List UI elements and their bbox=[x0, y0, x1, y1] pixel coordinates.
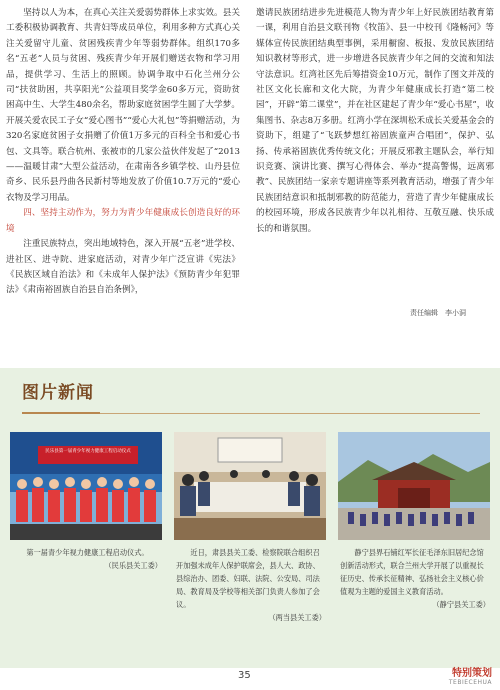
page-number: 35 bbox=[238, 670, 251, 681]
photo-memorial-hall bbox=[338, 432, 490, 540]
caption-text: 近日，肃县县关工委、检察院联合组织召开加强未成年人保护联席会，县人大、政协、县综治办、团委、妇联、法院、公安局、司法局、教育局及学校等相关部门负责人参加了会议。 bbox=[176, 548, 320, 609]
caption-source: （静宁县关工委） bbox=[432, 600, 490, 609]
photo-caption bbox=[176, 546, 326, 624]
caption-source: （民乐县关工委） bbox=[104, 561, 162, 570]
title-underline bbox=[22, 412, 100, 414]
photo-caption bbox=[12, 546, 162, 572]
caption-text: 第一届青少年视力健康工程启动仪式。 bbox=[26, 548, 149, 557]
paragraph: 注重民族特点，突出地域特色，深入开展“五老”进学校、进社区、进寺院、进家庭活动，对青少年广泛宣讲《宪法》《民族区域自治法》和《未成年人保护法》《预防青少年犯罪法》《肃南裕固族自治县自治条例》， bbox=[6, 239, 240, 296]
column-brand bbox=[449, 664, 492, 686]
brand-title: 特别策划 bbox=[452, 668, 492, 679]
caption-text: 静宁县界石铺红军长征毛泽东旧居纪念馆创新活动形式，联合兰州大学开展了以重视长征历史、传承长征精神、弘扬社会主义核心价值观为主题的爱国主义教育活动。 bbox=[340, 548, 484, 596]
caption-source: （两当县关工委） bbox=[268, 613, 326, 622]
section-title: 图片新闻 bbox=[22, 383, 94, 403]
photo-joint-meeting bbox=[174, 432, 326, 540]
section-subhead: 四、坚持主动作为，努力为青少年健康成长创造良好的环境 bbox=[6, 208, 240, 234]
article-right-column bbox=[256, 6, 494, 237]
photo-caption bbox=[340, 546, 490, 611]
article-left-column bbox=[6, 6, 240, 299]
editor-credit: 责任编辑 李小洞 bbox=[410, 309, 466, 317]
paragraph: 坚持以人为本，在真心关注关爱弱势群体上求实效。县关工委积极协调教育、共青妇等成员单位，利用多种方式真心关注关爱留守儿童、贫困残疾青少年等弱势群体。组织170多名“五老”人员与贫困、残疾青少年开展们赠送衣物和学习用品，提供学习、生活上的照顾。协调争取中石化兰州分公司“扶贫助困，共享阳光”公益项目奖学金60多万元，资助贫困高中生、大学生480余名，帮助家庭贫困学生圆了大学梦。开展关爱农民工子女“爱心图书”“爱心大礼包”等捐赠活动，为320名家庭贫困子女捐赠了价值1万多元的百科全书和爱心书包、文具等。联合杭州、张被市的几家公益伙伴发起了“2013——温暖甘肃”大型公益活动，在肃南各乡镇学校、山丹县位奇乡、民乐县丹曲各民新村等地发放了价值10.7万元的“爱心衣物及学习用品。 bbox=[6, 8, 240, 203]
paragraph: 邀请民族团结进步先进模范人物为青少年上好民族团结教育第一课，利用自治县文联刊物《牧笛》、县一中校刊《隆畅河》等媒体宣传民族团结典型事例，采用橱窗、板报、发放民族团结知识教材等形式，进一步增进各民族青少年之间的交流和知法守法意识。红湾社区先后筹措资金10万元，制作了图文并茂的社区文化长廊和文化大院，为青少年健康成长打造“第二校园”，开辟“第二课堂”，并在社区建起了青少年“爱心书屋”，收集图书、杂志8万多册。红湾小学在深圳松禾成长关爱基金会的资助下，组建了“飞跃梦想红裕固族童声合唱团”，保护、弘扬、传承裕固族优秀传统文化；开展反邪教主题队会，举行知识竞赛、演讲比赛、撰写心得体会、举办“提高警惕，远离邪教”、民族团结一家亲专题讲座等系列教育活动，增强了青少年民族团结意识和抵制邪教的防范能力，营造了青少年健康成长的校园环境，形成各民族青少年以礼相待、互敬互融、快乐成长的和谐氛围。 bbox=[256, 8, 494, 234]
photo-banner-text: 民乐县第一届青少年视力健康工程启动仪式 bbox=[45, 449, 131, 454]
title-rule-line bbox=[100, 413, 480, 414]
photo-launch-ceremony bbox=[10, 432, 162, 540]
brand-subtitle: TEBIECEHUA bbox=[448, 679, 492, 686]
